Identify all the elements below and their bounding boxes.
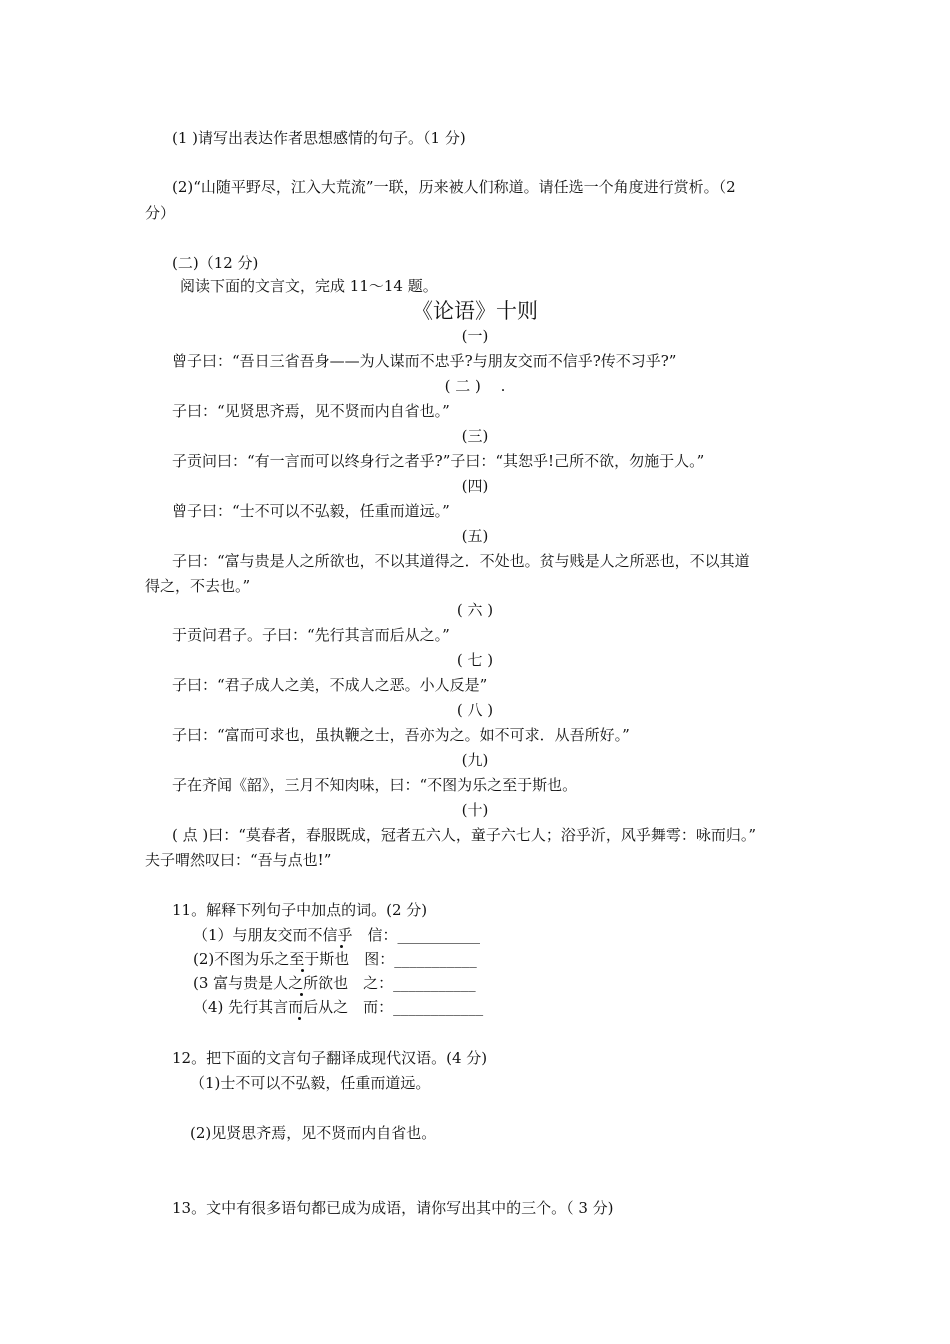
question-11-stem: 11。解释下列句子中加点的词。(2 分) bbox=[172, 901, 428, 919]
question-11-item: （1）与朋友交而不信乎 信：___________ bbox=[193, 926, 481, 944]
item-text: 曾子曰：“吾日三省吾身——为人谋而不忠乎?与朋友交而不信乎?传不习乎?” bbox=[172, 352, 677, 370]
emphasis-dot bbox=[301, 969, 304, 972]
question-13-stem: 13。文中有很多语句都已成为成语，请你写出其中的三个。（ 3 分) bbox=[172, 1199, 614, 1217]
item-number: ( 七 ) bbox=[456, 651, 494, 669]
item-text-continued: 得之，不去也。” bbox=[145, 577, 251, 595]
item-number: (十) bbox=[461, 801, 489, 819]
question-12-item: (2)见贤思齐焉，见不贤而内自省也。 bbox=[190, 1124, 437, 1142]
item-text: 子曰：“见贤思齐焉，见不贤而内自省也。” bbox=[172, 402, 450, 420]
question-11-item: (2)不图为乐之至于斯也 图：___________ bbox=[193, 950, 477, 968]
item-text: 子曰：“富而可求也，虽执鞭之士，吾亦为之。如不可求．从吾所好。” bbox=[172, 726, 630, 744]
section-2-heading: (二)（12 分) bbox=[172, 254, 259, 272]
item-text: ( 点 )曰：“莫春者，春服既成，冠者五六人，童子六七人；浴乎沂，风乎舞雩：咏而归。” bbox=[172, 826, 757, 844]
question-1: (1 )请写出表达作者思想感情的句子。（1 分) bbox=[172, 129, 466, 147]
item-number: (一) bbox=[461, 327, 489, 345]
item-number: (四) bbox=[461, 477, 489, 495]
question-2-line-2: 分） bbox=[145, 204, 176, 222]
item-text: 子在齐闻《韶》，三月不知肉味，曰：“不图为乐之至于斯也。 bbox=[172, 776, 578, 794]
question-12-item: （1)士不可以不弘毅，任重而道远。 bbox=[190, 1074, 431, 1092]
item-text: 子曰：“君子成人之美，不成人之恶。小人反是” bbox=[172, 676, 488, 694]
item-text: 子贡问曰：“有一言而可以终身行之者乎?”子曰：“其恕乎!己所不欲，勿施于人。” bbox=[172, 452, 705, 470]
question-12-stem: 12。把下面的文言句子翻译成现代汉语。(4 分) bbox=[172, 1049, 488, 1067]
item-number: (三) bbox=[461, 427, 489, 445]
item-number: (九) bbox=[461, 751, 489, 769]
item-text-continued: 夫子喟然叹曰：“吾与点也!” bbox=[145, 851, 332, 869]
item-number: ( 二 ) . bbox=[444, 377, 506, 395]
item-text: 于贡问君子。子曰：“先行其言而后从之。” bbox=[172, 626, 450, 644]
item-text: 子曰：“富与贵是人之所欲也，不以其道得之．不处也。贫与贱是人之所恶也，不以其道 bbox=[172, 552, 750, 570]
section-2-instruction: 阅读下面的文言文，完成 11～14 题。 bbox=[180, 277, 438, 295]
text-title: 《论语》十则 bbox=[412, 299, 538, 323]
item-text: 曾子曰：“士不可以不弘毅，任重而道远。” bbox=[172, 502, 450, 520]
question-11-item: (3 富与贵是人之所欲也 之：___________ bbox=[193, 974, 476, 992]
emphasis-dot bbox=[340, 945, 343, 948]
emphasis-dot bbox=[298, 1017, 301, 1020]
emphasis-dot bbox=[300, 993, 303, 996]
item-number: ( 八 ) bbox=[456, 701, 494, 719]
item-number: (五) bbox=[461, 527, 489, 545]
question-2-line-1: (2)“山随平野尽，江入大荒流”一联，历来被人们称道。请任选一个角度进行赏析。（2 bbox=[172, 178, 736, 196]
question-11-item: （4) 先行其言而后从之 而：____________ bbox=[193, 998, 484, 1016]
item-number: ( 六 ) bbox=[456, 601, 494, 619]
